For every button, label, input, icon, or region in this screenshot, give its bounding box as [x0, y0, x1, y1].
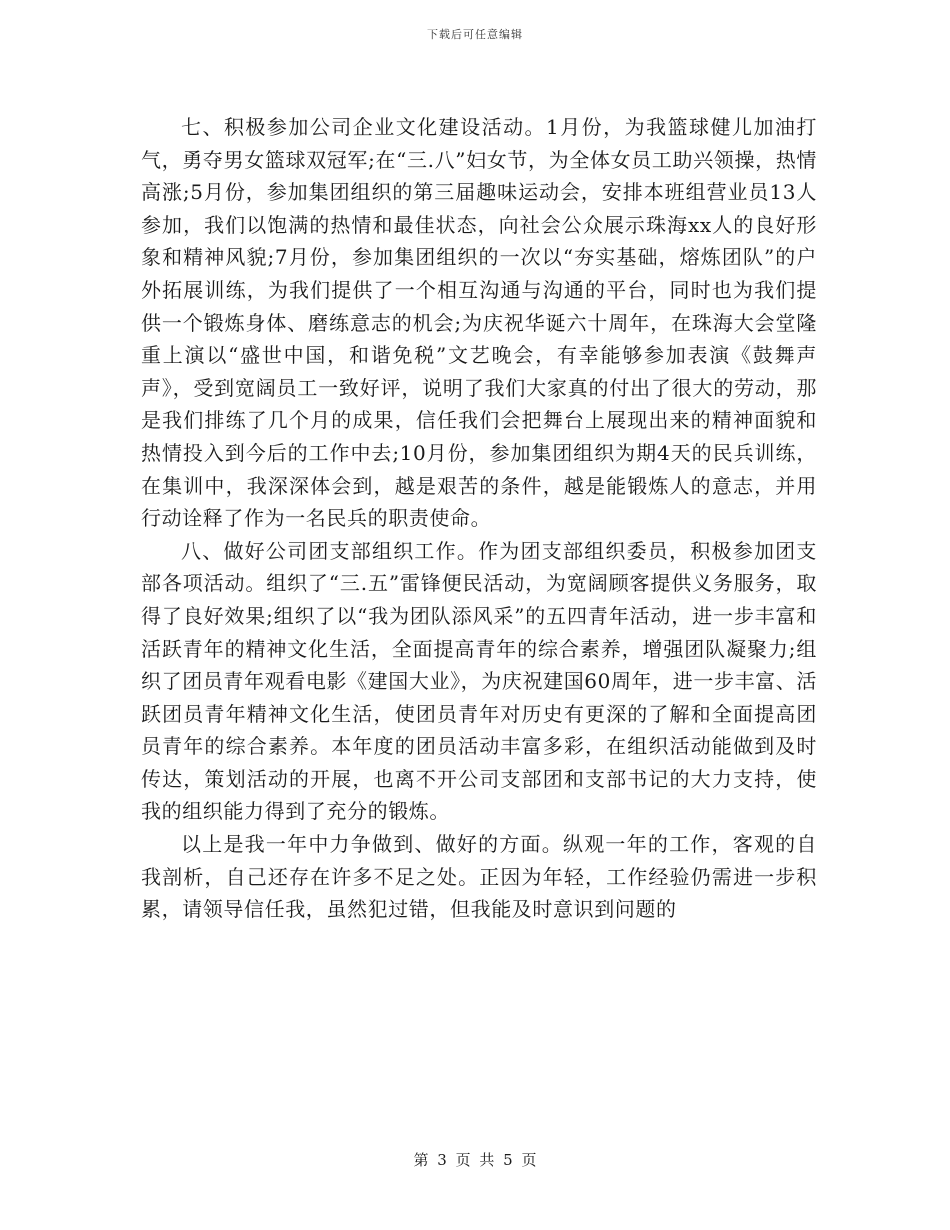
page-number: 第 3 页 共 5 页: [413, 1151, 537, 1169]
document-body: [141, 111, 817, 926]
page-header: 下载后可任意编辑: [427, 28, 523, 41]
paragraph-youth-league-work: 八、做好公司团支部组织工作。作为团支部组织委员，积极参加团支部各项活动。组织了“三.五”雷锋便民活动，为宽阔顾客提供义务服务，取得了良好效果;组织了以“我为团队添风采”的五四青年活动，进一步丰富和活跃青年的精神文化生活，全面提高青年的综合素养，增强团队凝聚力;组织了团员青年观看电影《建国大业》，为庆祝建国60周年，进一步丰富、活跃团员青年精神文化生活，使团员青年对历史有更深的了解和全面提高团员青年的综合素养。本年度的团员活动丰富多彩，在组织活动能做到及时传达，策划活动的开展，也离不开公司支部团和支部书记的大力支持，使我的组织能力得到了充分的锻炼。: [141, 538, 817, 824]
paragraph-culture-activities: 七、积极参加公司企业文化建设活动。1月份，为我篮球健儿加油打气，勇夺男女篮球双冠军;在“三.八”妇女节，为全体女员工助兴领操，热情高涨;5月份，参加集团组织的第三届趣味运动会，安排本班组营业员13人参加，我们以饱满的热情和最佳状态，向社会公众展示珠海xx人的良好形象和精神风貌;7月份，参加集团组织的一次以“夯实基础，熔炼团队”的户外拓展训练，为我们提供了一个相互沟通与沟通的平台，同时也为我们提供一个锻炼身体、磨练意志的机会;为庆祝华诞六十周年，在珠海大会堂隆重上演以“盛世中国，和谐免税”文艺晚会，有幸能够参加表演《鼓舞声声》，受到宽阔员工一致好评，说明了我们大家真的付出了很大的劳动，那是我们排练了几个月的成果，信任我们会把舞台上展现出来的精神面貌和热情投入到今后的工作中去;10月份，参加集团组织为期4天的民兵训练，在集训中，我深深体会到，越是艰苦的条件，越是能锻炼人的意志，并用行动诠释了作为一名民兵的职责使命。: [141, 115, 817, 531]
paragraph-self-assessment: 以上是我一年中力争做到、做好的方面。纵观一年的工作，客观的自我剖析，自己还存在许多不足之处。正因为年轻，工作经验仍需进一步积累，请领导信任我，虽然犯过错，但我能及时意识到问题的: [141, 832, 817, 922]
